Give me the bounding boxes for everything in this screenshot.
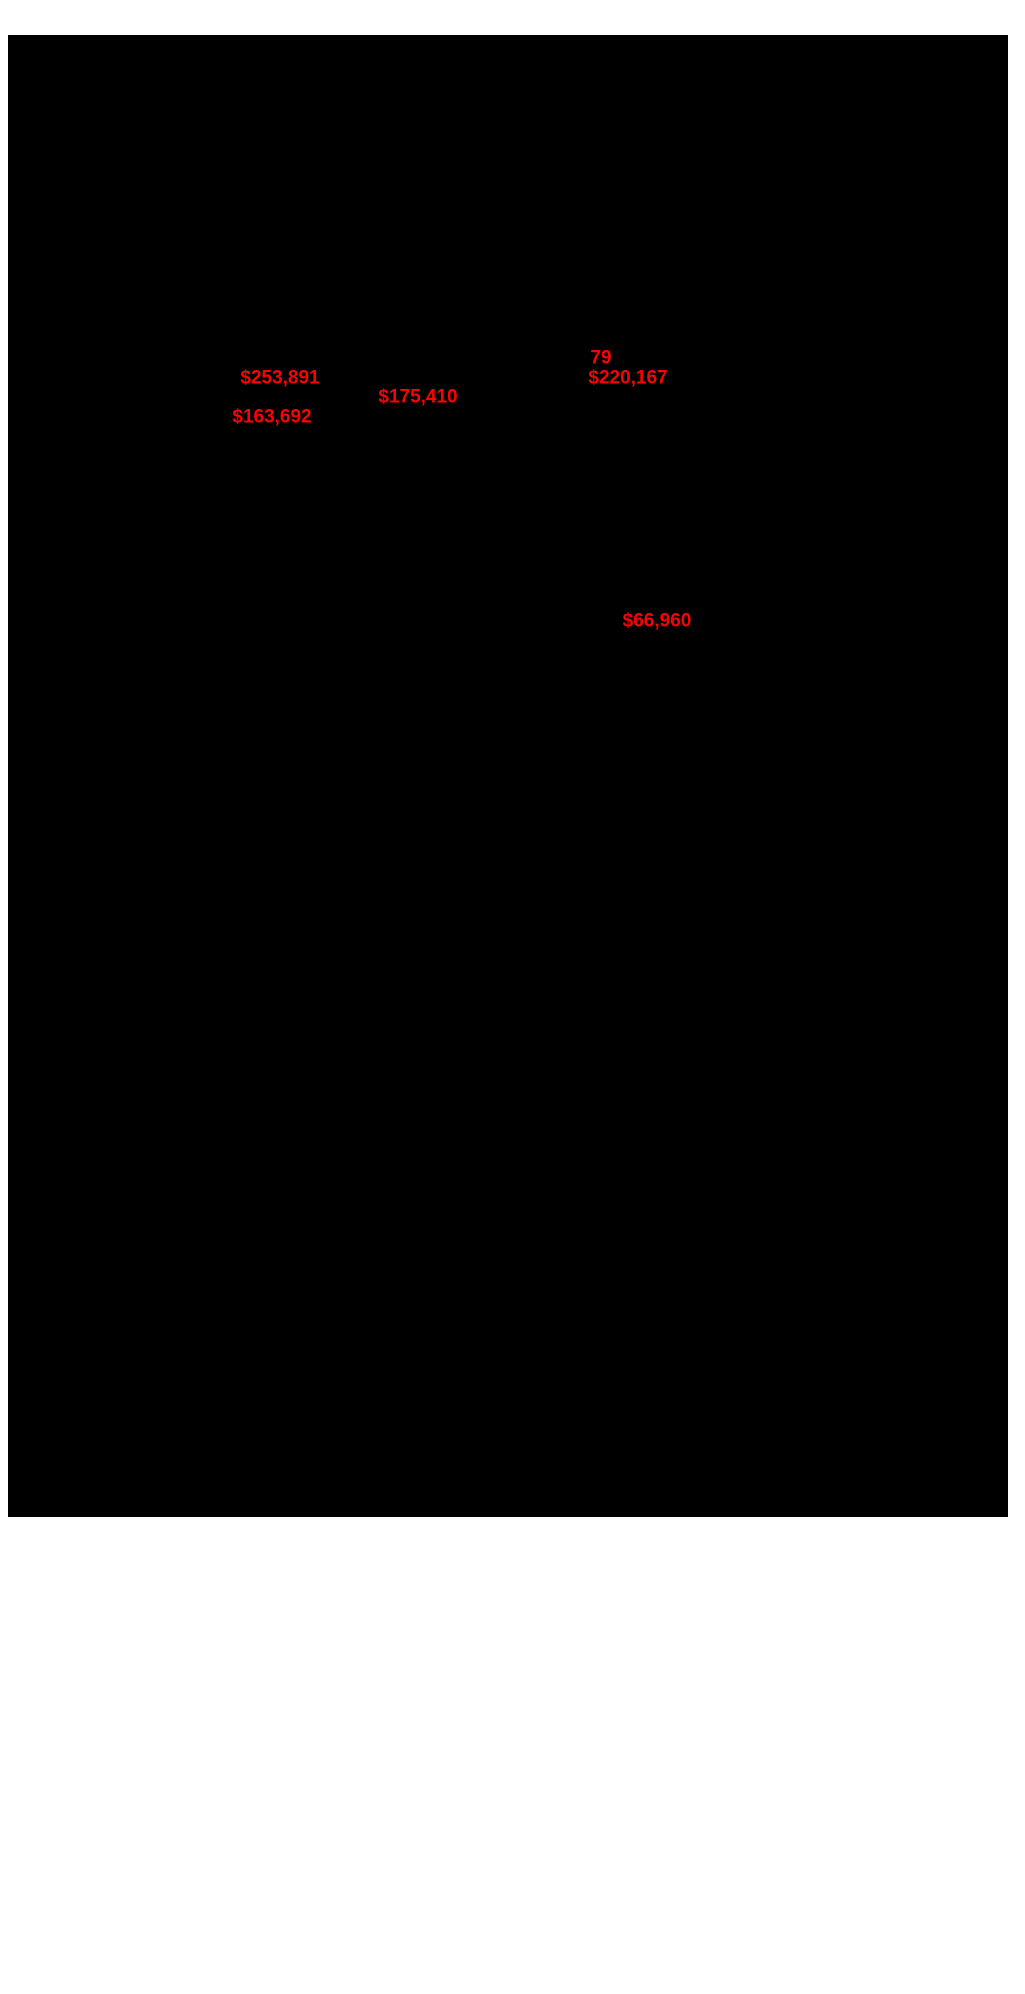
annotation-label: $220,167 [588, 367, 668, 389]
annotation-label: $253,891 [240, 367, 320, 389]
annotation-label: $175,410 [378, 386, 458, 408]
annotation-label: $163,692 [232, 406, 312, 428]
black-canvas[interactable] [8, 35, 1008, 1517]
annotation-label: 79 [590, 347, 612, 369]
annotation-label: $66,960 [622, 610, 692, 632]
